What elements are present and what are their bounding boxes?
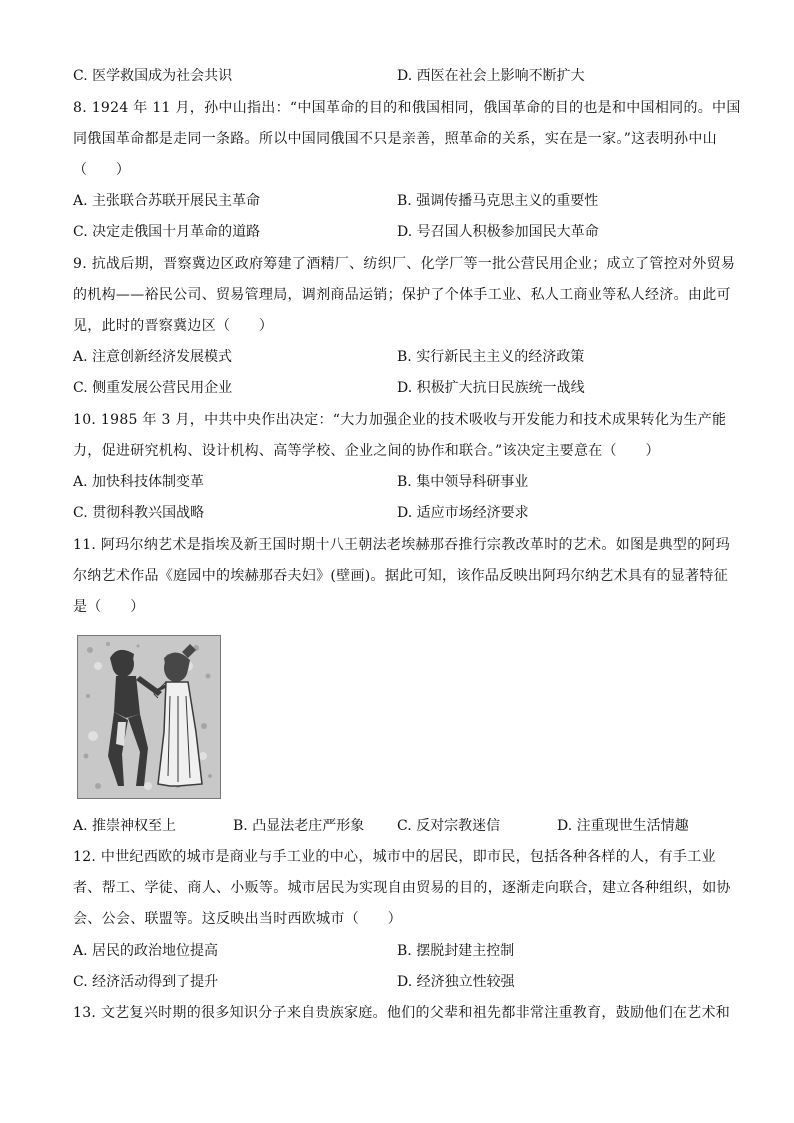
q9-option-b: B. 实行新民主主义的经济政策 — [397, 349, 585, 365]
q12-option-d: D. 经济独立性较强 — [397, 974, 515, 990]
q12-stem-line-2: 者、帮工、学徒、商人、小贩等。城市居民为实现自由贸易的目的，逐渐走向联合，建立各种组织，如协 — [73, 880, 731, 896]
q9-option-a: A. 注意创新经济发展模式 — [73, 349, 233, 365]
q10-option-d: D. 适应市场经济要求 — [397, 505, 529, 521]
q7-option-d: D. 西医在社会上影响不断扩大 — [397, 68, 585, 84]
q10-stem-line-1: 10. 1985 年 3 月，中共中央作出决定：“大力加强企业的技术吸收与开发能力和技术成果转化为生产能 — [73, 412, 727, 428]
q13-stem-line-1: 13. 文艺复兴时期的很多知识分子来自贵族家庭。他们的父辈和祖先都非常注重教育，鼓励他们在艺术和 — [73, 1005, 731, 1021]
q10-option-a: A. 加快科技体制变革 — [73, 474, 205, 490]
q8-stem-line-2: 同俄国革命都是走同一条路。所以中国同俄国不只是亲善，照革命的关系，实在是一家。”这表明孙中山 — [73, 131, 717, 147]
q10-stem-line-2: 力，促进研究机构、设计机构、高等学校、企业之间的协作和联合。”该决定主要意在（ ） — [73, 443, 660, 459]
q9-stem-line-1: 9. 抗战后期，晋察冀边区政府筹建了酒精厂、纺织厂、化学厂等一批公营民用企业；成立了管控对外贸易 — [73, 256, 736, 272]
q9-stem-line-3: 见，此时的晋察冀边区（ ） — [73, 318, 274, 334]
q8-option-c: C. 决定走俄国十月革命的道路 — [73, 224, 261, 240]
q11-option-a: A. 推崇神权至上 — [73, 818, 177, 834]
q8-option-d: D. 号召国人积极参加国民大革命 — [397, 224, 599, 240]
q11-stem-line-3: 是（ ） — [73, 599, 145, 615]
q11-option-d: D. 注重现世生活情趣 — [557, 818, 689, 834]
q11-stem-line-1: 11. 阿玛尔纳艺术是指埃及新王国时期十八王朝法老埃赫那吞推行宗教改革时的艺术。如图是典型的阿玛 — [73, 537, 731, 553]
q11-option-b: B. 凸显法老庄严形象 — [233, 818, 365, 834]
q8-stem-line-1: 8. 1924 年 11 月，孙中山指出：“中国革命的目的和俄国相同，俄国革命的目的也是和中国相同的。中国 — [73, 100, 741, 116]
q8-answer-paren: （ ） — [73, 162, 131, 178]
q9-stem-line-2: 的机构——裕民公司、贸易管理局，调剂商品运销；保护了个体手工业、私人工商业等私人经济。由此可 — [73, 287, 731, 303]
q12-option-a: A. 居民的政治地位提高 — [73, 943, 219, 959]
q9-option-c: C. 侧重发展公营民用企业 — [73, 380, 233, 396]
q12-stem-line-3: 会、公会、联盟等。这反映出当时西欧城市（ ） — [73, 911, 402, 927]
q11-option-c: C. 反对宗教迷信 — [397, 818, 501, 834]
q8-option-a: A. 主张联合苏联开展民主革命 — [73, 193, 261, 209]
q10-option-c: C. 贯彻科教兴国战略 — [73, 505, 205, 521]
mural-image — [77, 635, 221, 799]
q8-option-b: B. 强调传播马克思主义的重要性 — [397, 193, 599, 209]
q9-option-d: D. 积极扩大抗日民族统一战线 — [397, 380, 585, 396]
q12-stem-line-1: 12. 中世纪西欧的城市是商业与手工业的中心，城市中的居民，即市民，包括各种各样的人，有手工业 — [73, 849, 716, 865]
q10-option-b: B. 集中领导科研事业 — [397, 474, 529, 490]
q12-option-c: C. 经济活动得到了提升 — [73, 974, 219, 990]
q11-stem-line-2: 尔纳艺术作品《庭园中的埃赫那吞夫妇》(壁画)。据此可知，该作品反映出阿玛尔纳艺术具有的显著特征 — [73, 568, 729, 584]
q7-option-c: C. 医学救国成为社会共识 — [73, 68, 233, 84]
q12-option-b: B. 摆脱封建主控制 — [397, 943, 515, 959]
